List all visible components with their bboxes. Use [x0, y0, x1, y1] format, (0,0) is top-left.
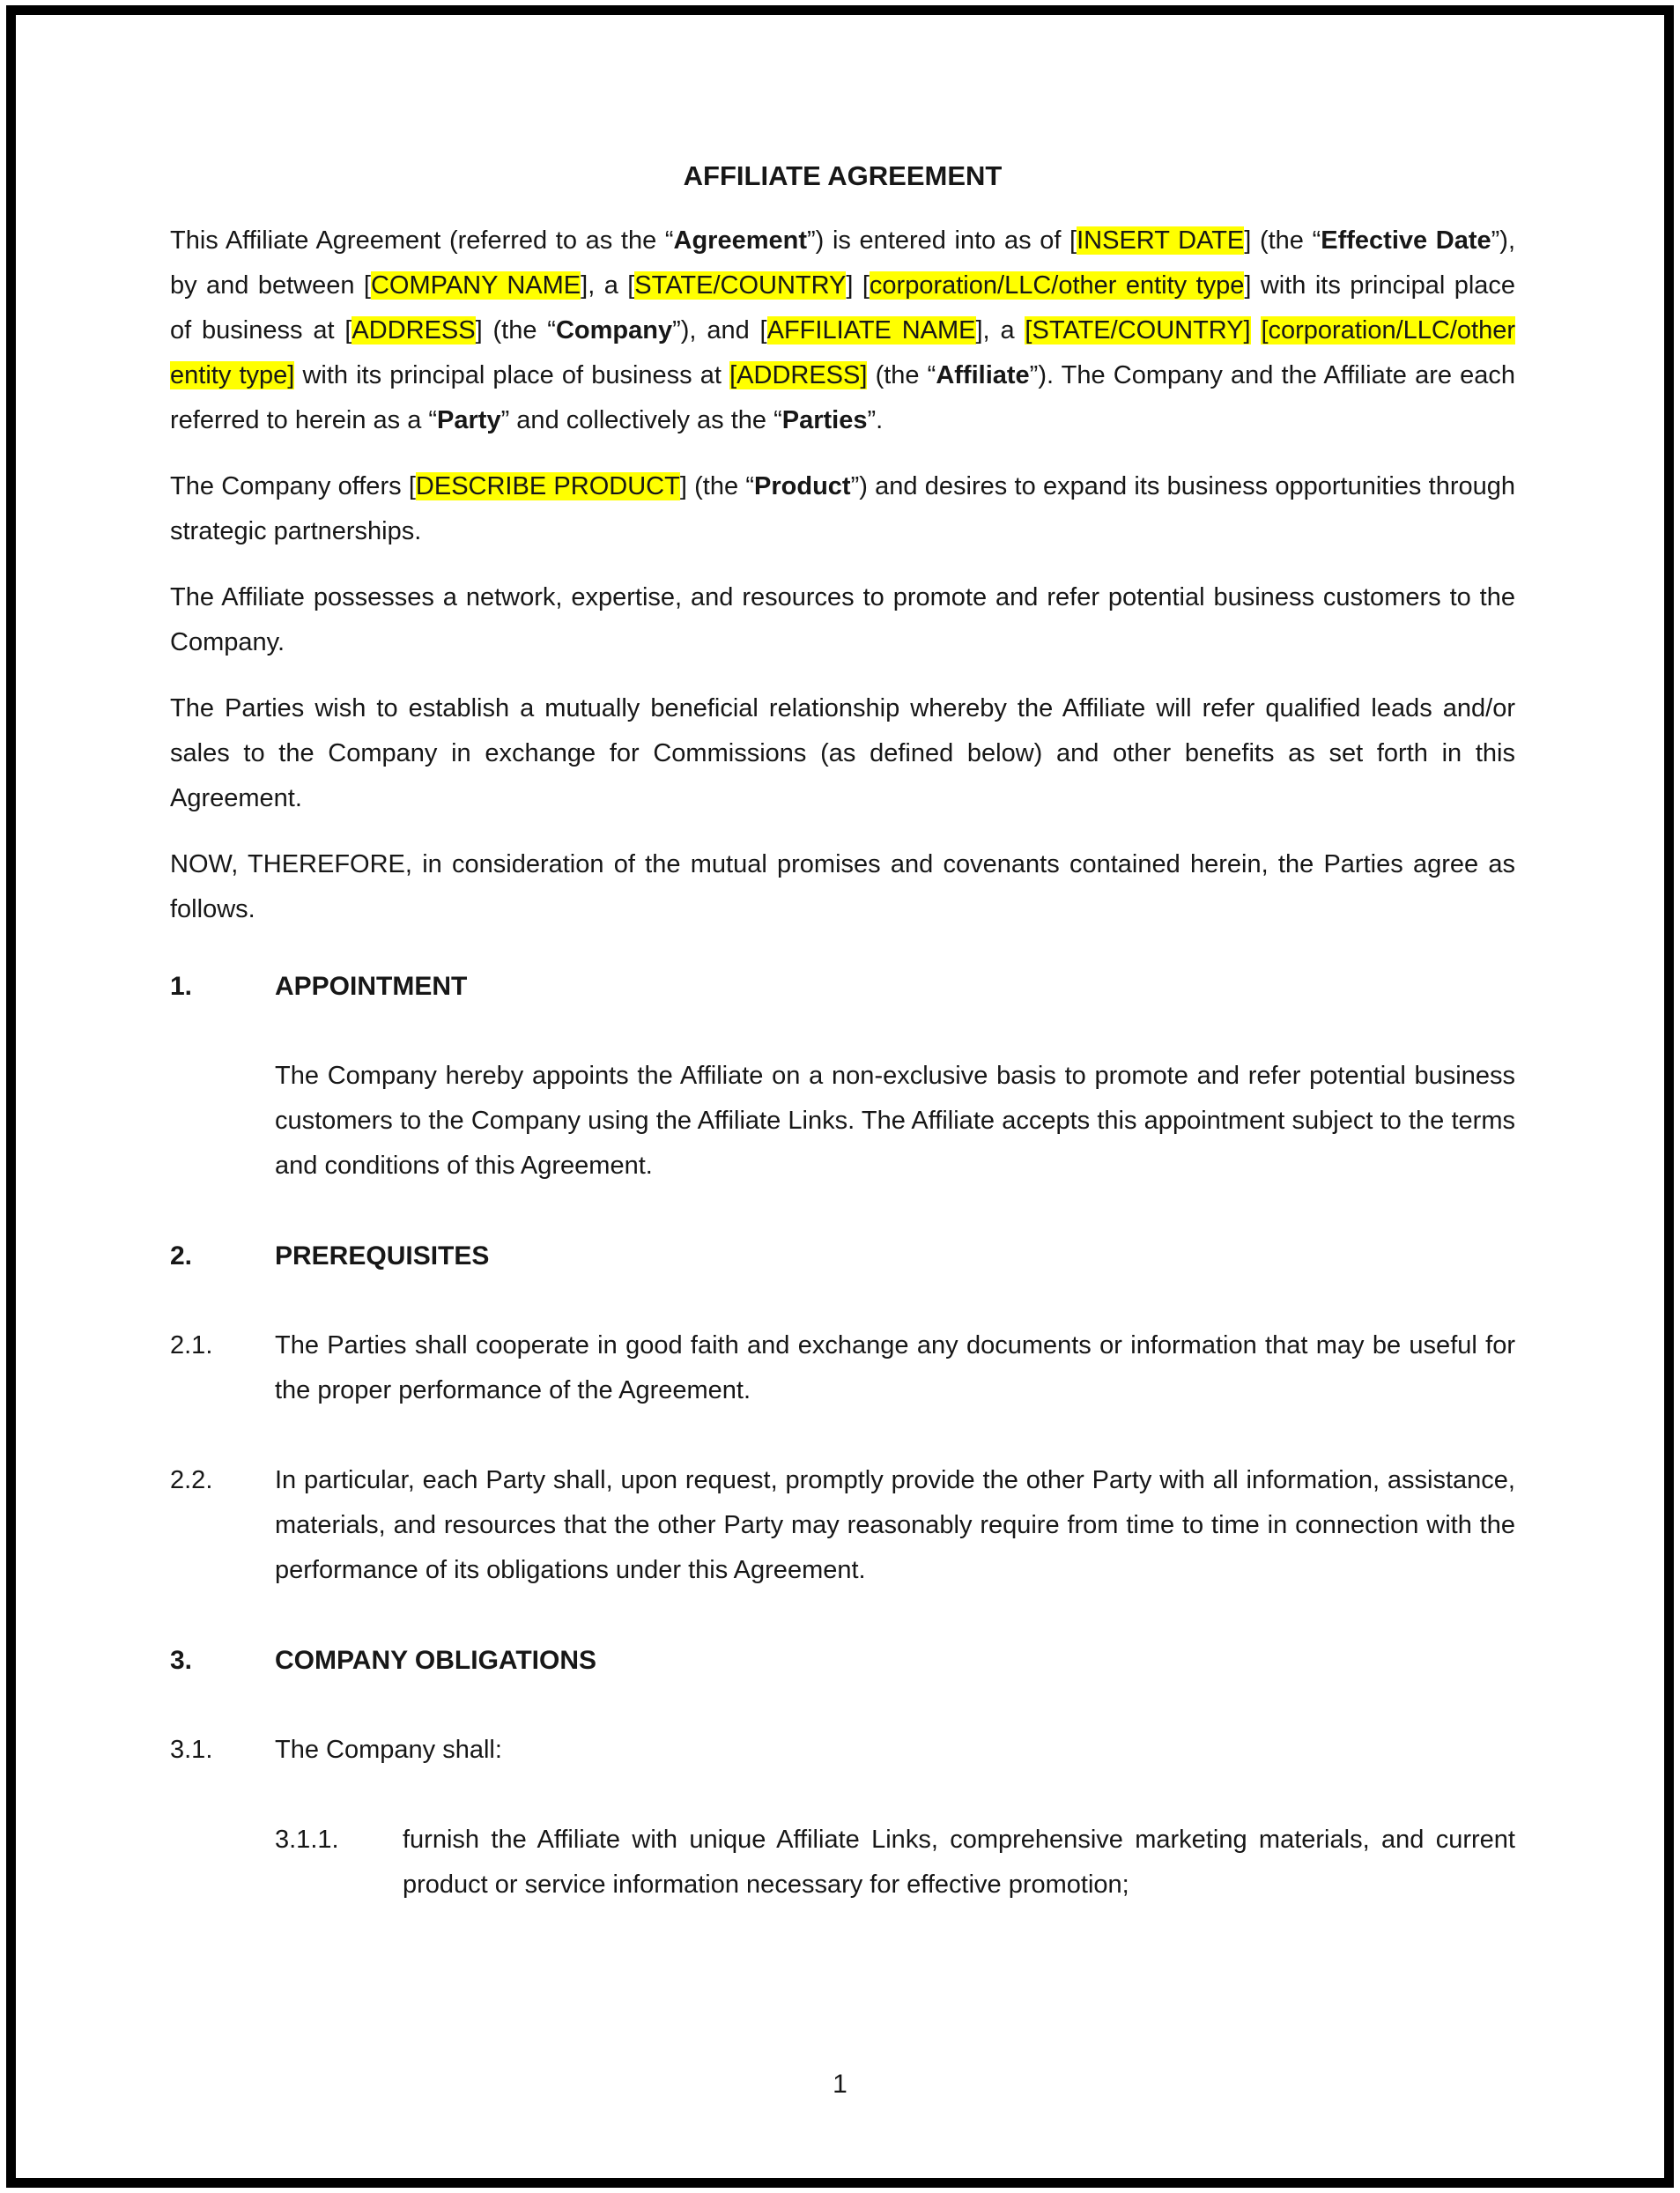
section-2-title: PREREQUISITES	[275, 1241, 490, 1271]
relationship-paragraph: The Parties wish to establish a mutually beneficial relationship whereby the Affiliate will refer qualified leads and/or sales to the Company in exchange for Commissions (as defined below) and other benefits as set forth in this Agreement.	[170, 694, 1515, 812]
text-segment: ”), by and between [	[170, 226, 1516, 300]
clause-3-1-1	[275, 1818, 1515, 1908]
section-1-title: APPOINTMENT	[275, 972, 468, 1001]
clause-2-1-number: 2.1.	[170, 1331, 213, 1360]
text-segment: ”), and [	[672, 316, 767, 345]
clause-2-2	[170, 1458, 1515, 1593]
text-segment: ”.	[867, 406, 884, 434]
section-1-heading	[170, 964, 1515, 1009]
product-paragraph	[170, 464, 1515, 554]
defined-term: Affiliate	[936, 361, 1030, 389]
now-therefore-paragraph: NOW, THEREFORE, in consideration of the mutual promises and covenants contained herein, the Parties agree as follows.	[170, 850, 1515, 923]
document-title: AFFILIATE AGREEMENT	[683, 160, 1003, 191]
text-segment: ”) and desires to expand its business opportunities through strategic partnerships.	[170, 472, 1516, 545]
defined-term: Party	[437, 406, 501, 434]
section-3-number: 3.	[170, 1646, 193, 1675]
defined-term: Company	[555, 316, 673, 345]
placeholder-highlight: AFFILIATE NAME	[766, 316, 976, 345]
text-segment: with its principal place of business at	[294, 361, 730, 389]
placeholder-highlight: corporation/LLC/other entity type	[869, 271, 1245, 300]
section-1-number: 1.	[170, 972, 193, 1001]
clause-2-1	[170, 1323, 1515, 1413]
section-3-title: COMPANY OBLIGATIONS	[275, 1646, 597, 1675]
text-segment: (the “	[867, 361, 936, 389]
text-segment: The Company offers [	[170, 472, 416, 500]
clause-2-2-number: 2.2.	[170, 1466, 213, 1494]
clause-3-1-1-number: 3.1.1.	[275, 1826, 339, 1854]
defined-term: Agreement	[673, 226, 808, 255]
text-segment: ], a [	[581, 271, 635, 300]
placeholder-highlight: COMPANY NAME	[370, 271, 581, 300]
text-segment: ] (the “	[475, 316, 556, 345]
section-3-heading	[170, 1638, 1515, 1683]
clause-2-1-text: The Parties shall cooperate in good faith and exchange any documents or information that may be useful for the proper performance of the Agreement.	[275, 1331, 1515, 1404]
placeholder-highlight: DESCRIBE PRODUCT	[415, 472, 680, 500]
clause-3-1-text: The Company shall:	[275, 1736, 502, 1764]
text-segment: ” and collectively as the “	[500, 406, 782, 434]
placeholder-highlight: INSERT DATE	[1077, 226, 1245, 255]
defined-term: Effective Date	[1321, 226, 1491, 255]
defined-term: Parties	[781, 406, 868, 434]
clause-3-1-number: 3.1.	[170, 1736, 213, 1764]
section-2-heading	[170, 1234, 1515, 1278]
placeholder-highlight: [STATE/COUNTRY]	[1025, 316, 1251, 345]
placeholder-highlight: [ADDRESS]	[729, 361, 868, 389]
page-number: 1	[833, 2070, 847, 2099]
placeholder-highlight: [corporation/LLC/other entity type]	[170, 316, 1516, 389]
text-segment: ] (the “	[1244, 226, 1321, 255]
clause-3-1-1-text: furnish the Affiliate with unique Affiliate Links, comprehensive marketing materials, and current product or service information necessary for effective promotion;	[403, 1826, 1515, 1899]
section-2-number: 2.	[170, 1241, 193, 1271]
text-segment: ] with its principal place of business at [	[170, 271, 1516, 345]
page-footer	[0, 2067, 1680, 2102]
placeholder-highlight: STATE/COUNTRY	[634, 271, 847, 300]
clause-3-1	[170, 1728, 1515, 1773]
document-content	[170, 157, 1515, 1952]
text-segment: This Affiliate Agreement (referred to as the “	[170, 226, 674, 255]
text-segment: ”) is entered into as of [	[807, 226, 1077, 255]
placeholder-highlight: ADDRESS	[352, 316, 476, 345]
text-segment: ”). The Company and the Affiliate are each referred to herein as a “	[170, 361, 1515, 434]
network-paragraph: The Affiliate possesses a network, expertise, and resources to promote and refer potential business customers to the Company.	[170, 583, 1515, 656]
intro-paragraph	[170, 219, 1515, 443]
clause-2-2-text: In particular, each Party shall, upon request, promptly provide the other Party with all information, assistance, materials, and resources that the other Party may reasonably require from time to time in connection with the performance of its obligations under this Agreement.	[275, 1466, 1515, 1584]
text-segment: ] [	[846, 271, 870, 300]
section-1-paragraph: The Company hereby appoints the Affiliate on a non-exclusive basis to promote and refer potential business customers to the Company using the Affiliate Links. The Affiliate accepts this appointment subject to the terms and conditions of this Agreement.	[275, 1062, 1515, 1180]
text-segment: ], a	[975, 316, 1025, 345]
defined-term: Product	[754, 472, 851, 500]
text-segment	[1251, 316, 1262, 345]
text-segment: ] (the “	[679, 472, 755, 500]
